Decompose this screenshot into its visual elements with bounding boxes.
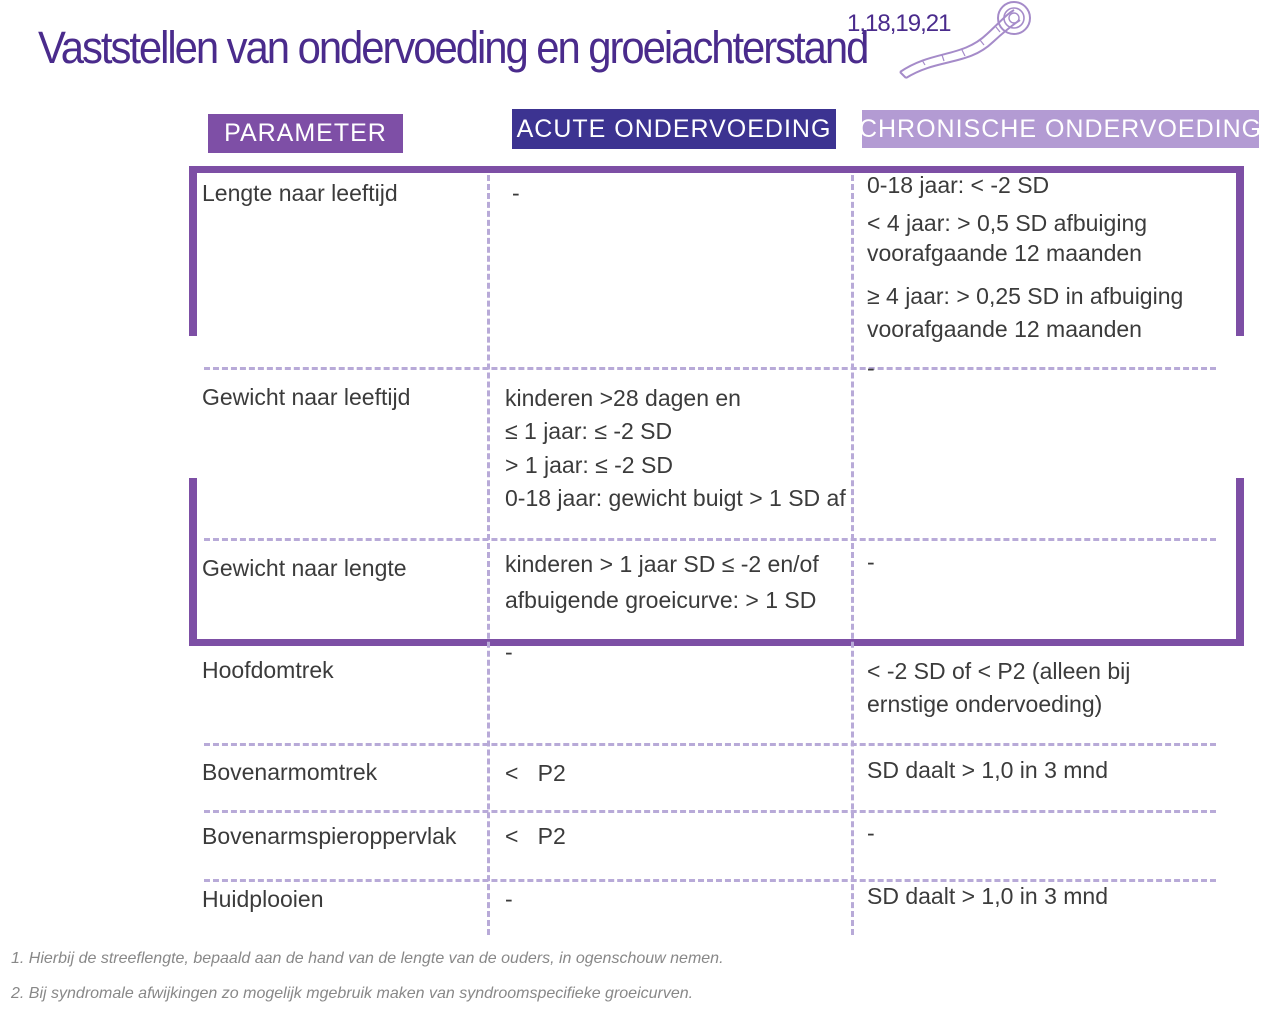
row-parameter: Bovenarmspieroppervlak	[202, 823, 457, 849]
acute-value: > 1 jaar: ≤ -2 SD	[505, 452, 673, 478]
footnote: 1. Hierbij de streeflengte, bepaald aan de hand van de lengte van de ouders, in ogenschouw nemen.	[11, 950, 724, 967]
growth-tape-icon	[892, 0, 1037, 82]
acute-value: < P2	[505, 760, 566, 786]
row-parameter: Lengte naar leeftijd	[202, 180, 398, 206]
chronic-value: -	[867, 549, 875, 575]
frame-top	[189, 166, 1244, 173]
acute-value: afbuigende groeicurve: > 1 SD	[505, 587, 817, 613]
row-divider	[204, 810, 1216, 813]
title-references: 1,18,19,21	[847, 10, 951, 37]
row-parameter: Huidplooien	[202, 886, 324, 912]
parameter-header: PARAMETER	[208, 114, 403, 153]
chronic-value: -	[867, 820, 875, 846]
footnote: 2. Bij syndromale afwijkingen zo mogelijk mgebruik maken van syndroomspecifieke groeicurven.	[11, 985, 694, 1002]
row-divider	[204, 367, 1216, 370]
acute-value: -	[505, 886, 513, 912]
page-title: Vaststellen van ondervoeding en groeiachterstand	[38, 22, 868, 73]
chronic-value: < -2 SD of < P2 (alleen bij	[867, 658, 1131, 684]
acute-value: -	[505, 639, 513, 665]
chronic-header: CHRONISCHE ONDERVOEDING	[862, 110, 1259, 148]
row-divider	[204, 743, 1216, 746]
column-divider	[487, 175, 490, 935]
frame-right-upper	[1236, 166, 1244, 336]
frame-right-lower	[1236, 478, 1244, 646]
acute-value: kinderen > 1 jaar SD ≤ -2 en/of	[505, 551, 819, 577]
chronic-value: voorafgaande 12 maanden	[867, 316, 1142, 342]
acute-value: 0-18 jaar: gewicht buigt > 1 SD af	[505, 485, 846, 511]
chronic-value: < 4 jaar: > 0,5 SD afbuiging	[867, 210, 1148, 236]
column-divider	[851, 175, 854, 935]
frame-left-upper	[189, 166, 197, 336]
chronic-value: 0-18 jaar: < -2 SD	[867, 172, 1050, 198]
chronic-value: voorafgaande 12 maanden	[867, 240, 1142, 266]
acute-value: -	[512, 180, 520, 206]
row-parameter: Hoofdomtrek	[202, 657, 334, 683]
frame-bottom	[189, 639, 1244, 646]
chronic-value: SD daalt > 1,0 in 3 mnd	[867, 757, 1109, 783]
acute-header: ACUTE ONDERVOEDING	[512, 109, 836, 149]
frame-left-lower	[189, 478, 197, 646]
chronic-value: ≥ 4 jaar: > 0,25 SD in afbuiging	[867, 283, 1184, 309]
acute-value: < P2	[505, 823, 566, 849]
acute-value: kinderen >28 dagen en	[505, 385, 741, 411]
acute-value: ≤ 1 jaar: ≤ -2 SD	[505, 418, 673, 444]
row-parameter: Gewicht naar lengte	[202, 555, 407, 581]
chronic-value: -	[867, 355, 875, 381]
row-parameter: Gewicht naar leeftijd	[202, 384, 411, 410]
row-divider	[204, 538, 1216, 541]
row-parameter: Bovenarmomtrek	[202, 759, 378, 785]
chronic-value: ernstige ondervoeding)	[867, 691, 1103, 717]
chronic-value: SD daalt > 1,0 in 3 mnd	[867, 883, 1109, 909]
